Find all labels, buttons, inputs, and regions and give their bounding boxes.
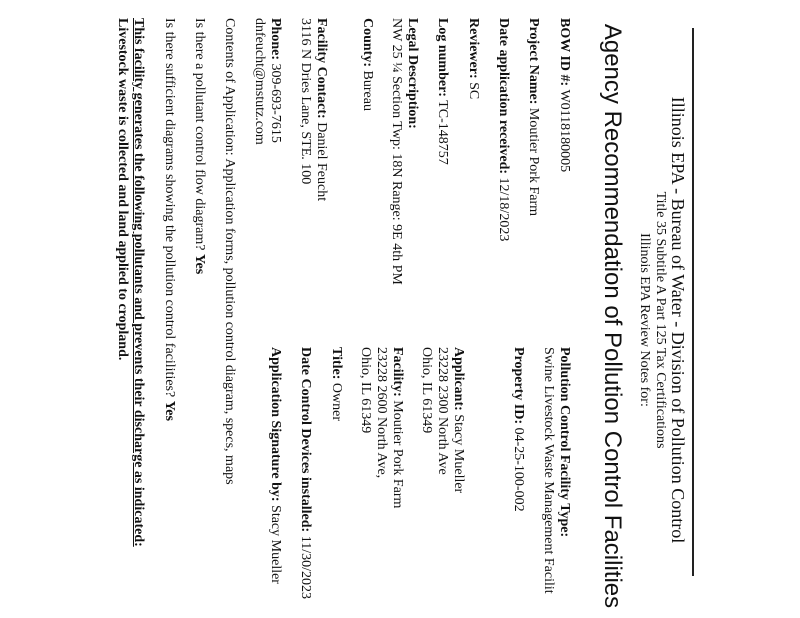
phone-label: Phone: (268, 18, 283, 60)
signature-row (267, 347, 283, 584)
flow-diagram-row (191, 18, 207, 274)
application-contents: Contents of Application: Application forms, pollution control diagram, specs, maps (222, 18, 237, 485)
header-agency-line: Illinois EPA - Bureau of Water - Division of Pollution Control (668, 96, 688, 544)
title-row (328, 347, 344, 421)
phone-value: 309-693-7615 (268, 63, 283, 143)
facility-type-label: Pollution Control Facility Type: (557, 347, 572, 538)
applicant-address-line1: 23228 2300 North Ave (435, 347, 450, 475)
header-review-notes-line: Illinois EPA Review Notes for: (637, 233, 652, 407)
facility-type-value: Swine Livestock Waste Management Facilit (541, 347, 556, 594)
project-name-value: Moutier Pork Farm (526, 107, 541, 217)
property-id-value: 04-25-100-002 (511, 427, 526, 512)
project-name-label: Project Name: (526, 18, 541, 105)
legal-description-value: NW 25 ¼ Section Twp: 18N Range: 9E 4th PM (389, 18, 404, 285)
signature-label: Application Signature by: (268, 347, 283, 502)
contact-email: dnfeucht@mstutz.com (252, 18, 267, 145)
bow-id-row (556, 18, 572, 172)
log-number-label: Log number: (435, 18, 450, 97)
facility-contact-row (313, 18, 329, 201)
title-label: Title: (329, 347, 344, 380)
reviewer-label: Reviewer: (466, 18, 481, 79)
livestock-waste-statement: Livestock waste is collected and land applied to cropland. (115, 18, 130, 361)
signature-value: Stacy Mueller (268, 505, 283, 584)
facility-address-line2: Ohio, IL 61349 (358, 347, 373, 434)
project-name-row (525, 18, 541, 216)
phone-row (267, 18, 283, 143)
header-rule (692, 28, 694, 576)
applicant-name: Stacy Mueller (451, 414, 466, 494)
flow-diagram-question: Is there a pollutant control flow diagram? (192, 18, 207, 251)
reviewer-row (465, 18, 481, 99)
title-value: Owner (329, 382, 344, 422)
bow-id-label: BOW ID #: (557, 18, 572, 87)
facility-contact-value: Daniel Feucht (314, 122, 329, 202)
header-subtitle-line: Title 35 Subtitle A Part 125 Tax Certifications (653, 191, 668, 449)
diagrams-answer: Yes (162, 400, 177, 421)
document-title: Agency Recommendation of Pollution Control Facilities (599, 23, 626, 609)
applicant-label: Applicant: (451, 347, 466, 411)
installed-date-value: 11/30/2023 (298, 535, 313, 599)
date-received-value: 12/18/2023 (496, 177, 511, 242)
installed-date-label: Date Control Devices installed: (298, 347, 313, 533)
log-number-value: TC-148757 (435, 100, 450, 165)
diagrams-row (161, 18, 177, 421)
applicant-address-line2: Ohio, IL 61349 (419, 347, 434, 434)
date-received-label: Date application received: (496, 18, 511, 175)
county-label: County: (360, 18, 375, 68)
flow-diagram-answer: Yes (192, 253, 207, 275)
pollutants-statement: This facility generates the following pollutants and prevents their discharge as indicated: (131, 18, 146, 547)
applicant-row (450, 347, 466, 493)
facility-contact-address: 3116 N Dries Lane, STE. 100 (298, 18, 313, 185)
facility-address-line1: 23228 2600 North Ave, (374, 347, 389, 479)
log-number-row (434, 18, 450, 165)
diagrams-question: Is there sufficient diagrams showing the pollution control facilities? (162, 18, 177, 398)
property-id-row (510, 347, 526, 512)
property-id-label: Property ID: (511, 347, 526, 425)
legal-description-label: Legal Description: (405, 18, 420, 129)
date-received-row (495, 18, 511, 241)
installed-date-row (297, 347, 313, 599)
county-value: Bureau (360, 70, 375, 111)
document-page (80, 20, 700, 618)
facility-row (389, 347, 405, 508)
facility-label: Facility: (390, 347, 405, 397)
facility-contact-label: Facility Contact: (314, 18, 329, 119)
facility-name: Moutier Pork Farm (390, 400, 405, 509)
county-row (359, 18, 375, 111)
bow-id-value: W0118180005 (557, 89, 572, 173)
reviewer-value: SC (466, 82, 481, 100)
